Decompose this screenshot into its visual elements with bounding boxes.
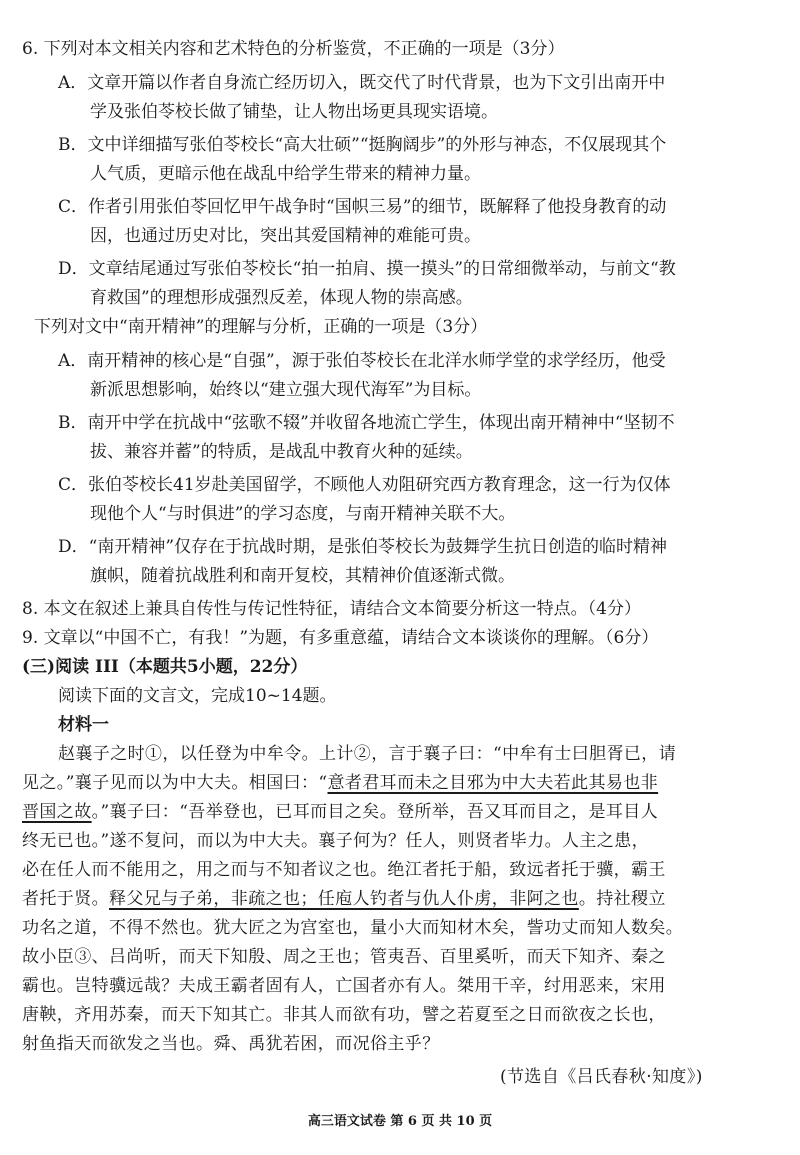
question-6-option-d-line2: 育救国”的理想形成强烈反差，体现人物的崇高感。 (90, 288, 473, 308)
question-6-option-b-line2: 人气质，更暗示他在战乱中给学生带来的精神力量。 (90, 164, 481, 184)
passage-line-4: 终无已也。”遂不复问，而以为中大夫。襄子何为？任人，则贤者毕力。人主之患， (22, 831, 649, 851)
question-6-option-c-line2: 因，也通过历史对比，突出其爱国精神的难能可贵。 (90, 226, 481, 246)
passage-line-5: 必在任人而不能用之，用之而与不知者议之也。绝江者托于船，致远者托于骥，霸王 (22, 860, 666, 880)
question-7-option-b-line1: B．南开中学在抗战中“弦歌不辍”并收留各地流亡学生，体现出南开精神中“坚韧不 (58, 413, 675, 433)
passage-source: (节选自《吕氏春秋·知度》) (500, 1067, 703, 1087)
question-6-option-c-line1: C．作者引用张伯苓回忆甲午战争时“国帜三易”的细节，既解释了他投身教育的动 (58, 197, 667, 217)
passage-line-2 (22, 772, 658, 794)
question-6-option-b-line1: B．文中详细描写张伯苓校长“高大壮硕”“挺胸阔步”的外形与神态，不仅展现其个 (58, 135, 667, 155)
passage-line-2-text: 见之。”襄子见而以为中大夫。相国曰：“ (22, 773, 328, 793)
material-1-label: 材料一 (58, 715, 109, 735)
page-footer: 高三语文试卷 第 6 页 共 10 页 (307, 1114, 493, 1129)
question-6-option-a-line2: 学及张伯苓校长做了铺垫，让人物出场更具现实语境。 (90, 102, 498, 122)
passage-line-8: 故小臣③、吕尚听，而天下知殷、周之王也；管夷吾、百里奚听，而天下知齐、秦之 (22, 947, 666, 967)
passage-line-7: 功名之道，不得不然也。犹大匠之为宫室也，量小大而知材木矣，訾功丈而知人数矣。 (22, 918, 684, 938)
underlined-sentence-1-part2: 晋国之故 (22, 802, 92, 822)
passage-line-6-text-end: 。持社稷立 (578, 889, 666, 909)
question-7-option-d-line1: D．“南开精神”仅存在于抗战时期，是张伯苓校长为鼓舞学生抗日创造的临时精神 (58, 537, 668, 557)
section-3-instruction: 阅读下面的文言文，完成10~14题。 (58, 686, 337, 706)
passage-line-11: 射鱼指天而欲发之当也。舜、禹犹若困，而况俗主乎？ (22, 1034, 440, 1054)
question-7-option-a-line2: 新派思想影响，始终以“建立强大现代海军”为目标。 (90, 380, 482, 400)
question-7-option-c-line2: 现他个人“与时俱进”的学习态度，与南开精神关联不大。 (90, 504, 516, 524)
passage-line-9: 霸也。岂特骥远哉？夫成王霸者固有人，亡国者亦有人。桀用干辛，纣用恶来，宋用 (22, 976, 666, 996)
question-7-option-d-line2: 旗帜，随着抗战胜利和南开复校，其精神价值逐渐式微。 (90, 566, 515, 586)
question-9: 9. 文章以“中国不亡，有我！”为题，有多重意蕴，请结合文本谈谈你的理解。（6分） (22, 628, 659, 648)
question-7-option-c-line1: C．张伯苓校长41岁赴美国留学，不顾他人劝阻研究西方教育理念，这一行为仅体 (58, 475, 671, 495)
question-7-option-b-line2: 拔、兼容并蓄”的特质，是战乱中教育火种的延续。 (90, 442, 473, 462)
question-6-stem: 6. 下列对本文相关内容和艺术特色的分析鉴赏，不正确的一项是（3分） (22, 39, 565, 59)
question-8: 8. 本文在叙述上兼具自传性与传记性特征，请结合文本简要分析这一特点。（4分） (22, 599, 641, 619)
passage-line-6-text-start: 者托于贤。 (22, 889, 109, 909)
section-3-title: (三)阅读 III（本题共5小题，22分） (22, 657, 308, 677)
passage-line-3 (22, 801, 658, 823)
question-7-option-a-line1: A．南开精神的核心是“自强”，源于张伯苓校长在北洋水师学堂的求学经历，他受 (58, 351, 666, 371)
underlined-sentence-1-part1: 意者君耳而未之目邪为中大夫若此其易也非 (327, 773, 659, 793)
passage-line-3-text: 。”襄子曰：“吾举登也，已耳而目之矣。登所举，吾又耳而目之，是耳目人 (91, 802, 659, 822)
question-6-option-a-line1: A．文章开篇以作者自身流亡经历切入，既交代了时代背景，也为下文引出南开中 (58, 73, 666, 93)
underlined-sentence-2: 释父兄与子弟，非疏之也；任庖人钓者与仇人仆虏，非阿之也 (109, 889, 579, 909)
passage-line-6 (22, 888, 666, 910)
question-7-stem: 下列对文中“南开精神”的理解与分析，正确的一项是（3分） (34, 317, 488, 337)
passage-line-1: 赵襄子之时①，以任登为中牟令。上计②，言于襄子曰：“中牟有士曰胆胥已，请 (58, 744, 677, 764)
passage-line-10: 唐鞅，齐用苏秦，而天下知其亡。非其人而欲有功，譬之若夏至之日而欲夜之长也， (22, 1005, 666, 1025)
question-6-option-d-line1: D．文章结尾通过写张伯苓校长“拍一拍肩、摸一摸头”的日常细微举动，与前文“教 (58, 259, 676, 279)
